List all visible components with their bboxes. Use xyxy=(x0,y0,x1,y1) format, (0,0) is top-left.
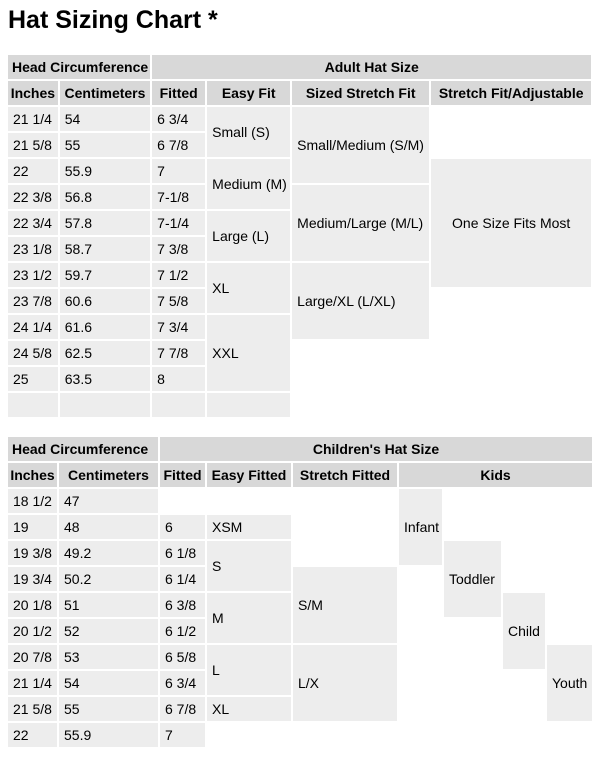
empty-cell xyxy=(399,567,442,591)
empty-cell xyxy=(503,697,545,721)
children-easy-fitted-header: Easy Fitted xyxy=(207,463,291,487)
empty-cell xyxy=(503,723,545,747)
inches-cell: 19 3/8 xyxy=(8,541,57,565)
fitted-cell: 6 1/4 xyxy=(160,567,205,591)
empty-cell xyxy=(292,367,429,391)
children-hat-size-header: Children's Hat Size xyxy=(160,437,592,461)
empty-cell xyxy=(293,515,397,539)
cm-cell: 47 xyxy=(59,489,158,513)
easy-fit-group-cell: XXL xyxy=(207,315,290,391)
cm-cell: 55.9 xyxy=(60,159,150,183)
empty-cell xyxy=(431,315,591,339)
inches-cell: 21 1/4 xyxy=(8,107,58,131)
children-header-group-row xyxy=(8,437,592,461)
table-row xyxy=(8,489,592,513)
easy-fitted-group-cell: XSM xyxy=(207,515,291,539)
inches-cell: 25 xyxy=(8,367,58,391)
inches-cell: 19 xyxy=(8,515,57,539)
adult-head-circumference-header: Head Circumference xyxy=(8,55,150,79)
cm-cell: 55 xyxy=(59,697,158,721)
easy-fit-group-cell: XL xyxy=(207,263,290,313)
cm-cell: 50.2 xyxy=(59,567,158,591)
fitted-cell: 7 3/8 xyxy=(152,237,205,261)
cm-cell: 60.6 xyxy=(60,289,150,313)
table-row xyxy=(8,107,591,131)
adult-header-group-row xyxy=(8,55,591,79)
children-kids-header: Kids xyxy=(399,463,592,487)
empty-cell xyxy=(547,515,592,539)
easy-fitted-group-cell: L xyxy=(207,645,291,695)
empty-cell xyxy=(292,341,429,365)
empty-cell xyxy=(431,341,591,365)
empty-cell xyxy=(293,723,397,747)
cm-cell: 49.2 xyxy=(59,541,158,565)
table-row xyxy=(8,367,591,391)
empty-cell xyxy=(444,671,501,695)
easy-fit-group-cell: Large (L) xyxy=(207,211,290,261)
children-column-header-row xyxy=(8,463,592,487)
empty-cell xyxy=(444,489,501,513)
fitted-cell: 7 7/8 xyxy=(152,341,205,365)
adult-column-header-row xyxy=(8,81,591,105)
empty-cell xyxy=(503,541,545,565)
children-inches-header: Inches xyxy=(8,463,57,487)
fitted-cell: 6 3/4 xyxy=(160,671,205,695)
fitted-cell: 7 1/2 xyxy=(152,263,205,287)
fitted-cell: 6 3/4 xyxy=(152,107,205,131)
children-stretch-fitted-header: Stretch Fitted xyxy=(293,463,397,487)
cm-cell: 51 xyxy=(59,593,158,617)
children-head-circumference-header: Head Circumference xyxy=(8,437,158,461)
empty-cell xyxy=(503,489,545,513)
inches-cell: 21 1/4 xyxy=(8,671,57,695)
stretch-fitted-group-cell: S/M xyxy=(293,567,397,643)
empty-cell xyxy=(399,593,442,617)
inches-cell: 22 3/4 xyxy=(8,211,58,235)
inches-cell: 21 5/8 xyxy=(8,133,58,157)
table-row xyxy=(8,541,592,565)
empty-cell xyxy=(547,489,592,513)
fitted-cell: 6 5/8 xyxy=(160,645,205,669)
inches-cell: 20 1/2 xyxy=(8,619,57,643)
sized-stretch-group-cell: Large/XL (L/XL) xyxy=(292,263,429,339)
empty-cell xyxy=(503,567,545,591)
cm-cell: 57.8 xyxy=(60,211,150,235)
empty-cell xyxy=(547,541,592,565)
cm-cell: 61.6 xyxy=(60,315,150,339)
cm-cell: 53 xyxy=(59,645,158,669)
inches-cell: 20 7/8 xyxy=(8,645,57,669)
cm-cell xyxy=(60,393,150,417)
cm-cell: 59.7 xyxy=(60,263,150,287)
inches-cell: 20 1/8 xyxy=(8,593,57,617)
inches-cell: 18 1/2 xyxy=(8,489,57,513)
adult-centimeters-header: Centimeters xyxy=(60,81,150,105)
fitted-cell: 7 xyxy=(152,159,205,183)
empty-cell xyxy=(503,515,545,539)
empty-cell xyxy=(444,697,501,721)
stretch-fitted-group-cell: L/X xyxy=(293,645,397,721)
cm-cell: 54 xyxy=(59,671,158,695)
adult-easy-fit-header: Easy Fit xyxy=(207,81,290,105)
empty-cell xyxy=(399,723,442,747)
sized-stretch-group-cell: Medium/Large (M/L) xyxy=(292,185,429,261)
fitted-cell: 7-1/8 xyxy=(152,185,205,209)
fitted-cell: 6 1/2 xyxy=(160,619,205,643)
empty-cell xyxy=(293,489,397,513)
empty-cell xyxy=(160,489,205,513)
empty-cell xyxy=(503,671,545,695)
fitted-cell: 6 xyxy=(160,515,205,539)
inches-cell xyxy=(8,393,58,417)
empty-cell xyxy=(444,723,501,747)
fitted-cell: 6 1/8 xyxy=(160,541,205,565)
inches-cell: 22 3/8 xyxy=(8,185,58,209)
children-hat-size-table xyxy=(6,435,594,749)
empty-cell xyxy=(399,671,442,695)
kids-youth-cell: Youth xyxy=(547,645,592,721)
empty-cell xyxy=(547,619,592,643)
cm-cell: 54 xyxy=(60,107,150,131)
inches-cell: 19 3/4 xyxy=(8,567,57,591)
table-row xyxy=(8,723,592,747)
adult-sized-stretch-header: Sized Stretch Fit xyxy=(292,81,429,105)
empty-cell xyxy=(207,489,291,513)
table-row xyxy=(8,393,591,417)
kids-child-cell: Child xyxy=(503,593,545,669)
adult-fitted-header: Fitted xyxy=(152,81,205,105)
kids-toddler-cell: Toddler xyxy=(444,541,501,617)
inches-cell: 21 5/8 xyxy=(8,697,57,721)
one-size-fits-most-cell: One Size Fits Most xyxy=(431,159,591,287)
fitted-cell: 7 5/8 xyxy=(152,289,205,313)
easy-fit-empty-cell xyxy=(207,393,290,417)
children-centimeters-header: Centimeters xyxy=(59,463,158,487)
adult-hat-size-header: Adult Hat Size xyxy=(152,55,591,79)
adult-inches-header: Inches xyxy=(8,81,58,105)
empty-cell xyxy=(547,593,592,617)
table-row xyxy=(8,341,591,365)
empty-cell xyxy=(444,619,501,643)
cm-cell: 58.7 xyxy=(60,237,150,261)
empty-cell xyxy=(399,697,442,721)
cm-cell: 55 xyxy=(60,133,150,157)
fitted-cell xyxy=(152,393,205,417)
cm-cell: 62.5 xyxy=(60,341,150,365)
empty-cell xyxy=(431,107,591,131)
fitted-cell: 6 7/8 xyxy=(160,697,205,721)
fitted-cell: 7 3/4 xyxy=(152,315,205,339)
cm-cell: 55.9 xyxy=(59,723,158,747)
empty-cell xyxy=(207,723,291,747)
empty-cell xyxy=(292,393,429,417)
page-title: Hat Sizing Chart * xyxy=(8,6,218,34)
empty-cell xyxy=(547,567,592,591)
cm-cell: 48 xyxy=(59,515,158,539)
empty-cell xyxy=(444,645,501,669)
fitted-cell: 6 3/8 xyxy=(160,593,205,617)
fitted-cell: 7-1/4 xyxy=(152,211,205,235)
children-fitted-header: Fitted xyxy=(160,463,205,487)
easy-fitted-group-cell: M xyxy=(207,593,291,643)
fitted-cell: 6 7/8 xyxy=(152,133,205,157)
empty-cell xyxy=(444,515,501,539)
inches-cell: 23 1/2 xyxy=(8,263,58,287)
adult-stretch-adjustable-header: Stretch Fit/Adjustable xyxy=(431,81,591,105)
cm-cell: 52 xyxy=(59,619,158,643)
fitted-cell: 7 xyxy=(160,723,205,747)
inches-cell: 23 1/8 xyxy=(8,237,58,261)
easy-fit-group-cell: Medium (M) xyxy=(207,159,290,209)
easy-fit-group-cell: Small (S) xyxy=(207,107,290,157)
cm-cell: 56.8 xyxy=(60,185,150,209)
fitted-cell: 8 xyxy=(152,367,205,391)
empty-cell xyxy=(399,645,442,669)
inches-cell: 24 1/4 xyxy=(8,315,58,339)
empty-cell xyxy=(431,393,591,417)
empty-cell xyxy=(399,619,442,643)
kids-infant-cell: Infant xyxy=(399,489,442,565)
inches-cell: 22 xyxy=(8,159,58,183)
table-row xyxy=(8,567,592,591)
cm-cell: 63.5 xyxy=(60,367,150,391)
empty-cell xyxy=(547,723,592,747)
easy-fitted-group-cell: XL xyxy=(207,697,291,721)
empty-cell xyxy=(293,541,397,565)
empty-cell xyxy=(431,133,591,157)
table-row xyxy=(8,515,592,539)
empty-cell xyxy=(431,367,591,391)
empty-cell xyxy=(431,289,591,313)
inches-cell: 24 5/8 xyxy=(8,341,58,365)
sized-stretch-group-cell: Small/Medium (S/M) xyxy=(292,107,429,183)
inches-cell: 23 7/8 xyxy=(8,289,58,313)
adult-hat-size-table xyxy=(6,53,593,419)
inches-cell: 22 xyxy=(8,723,57,747)
easy-fitted-group-cell: S xyxy=(207,541,291,591)
